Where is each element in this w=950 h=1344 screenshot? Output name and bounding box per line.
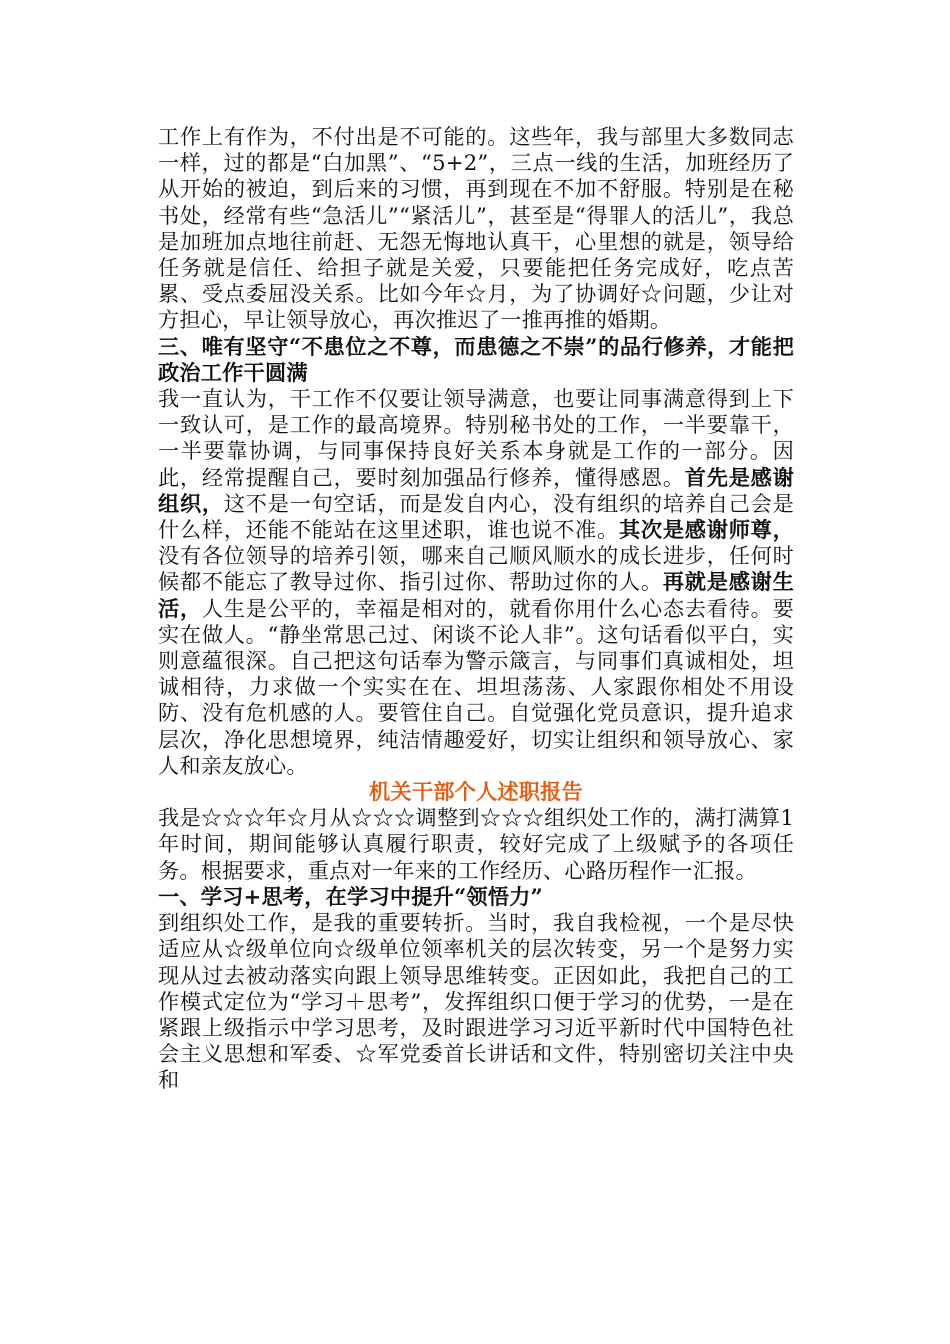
section-heading-one: 一、学习+思考，在学习中提升“领悟力” bbox=[158, 883, 543, 909]
paragraph-gratitude-mentors: 没有各位领导的培养引领，哪来自己顺风顺水的成长进步，任何时候都不能忘了教导过你、指引过你、帮助过你的人。 bbox=[158, 543, 794, 595]
thank-organization-phrase: 首先是感谢组织， bbox=[158, 464, 794, 516]
report-title: 机关干部个人述职报告 bbox=[369, 779, 583, 805]
document-page bbox=[158, 124, 794, 1094]
paragraph-gratitude-organization: 这不是一句空话，而是发自内心，没有组织的培养自己会是什么样，还能不能站在这里述职，谁也说不准。 bbox=[158, 490, 794, 543]
paragraph-study: 到组织处工作，是我的重要转折。当时，我自我检视，一个是尽快适应从☆级单位向☆级单位领率机关的层次转变，另一个是努力实现从过去被动落实向跟上领导思维转变。正因如此，我把自己的工作模式定位为“学习＋思考”，发挥组织口便于学习的优势，一是在紧跟上级指示中学习思考，及时跟进学习习近平新时代中国特色社会主义思想和军委、☆军党委首长讲话和文件，特别密切关注中央和 bbox=[158, 910, 794, 1093]
section-heading-three: 三、唯有坚守“不患位之不尊，而患德之不崇”的品行修养，才能把政治工作干圆满 bbox=[158, 333, 794, 385]
paragraph-gratitude bbox=[158, 386, 794, 779]
paragraph-gratitude-intro: 我一直认为，干工作不仅要让领导满意，也要让同事满意得到上下一致认可，是工作的最高境界。特别秘书处的工作，一半要靠干，一半要靠协调，与同事保持良好关系本身就是工作的一部分。因此，经常提醒自己，要时刻加强品行修养，懂得感恩。 bbox=[158, 386, 794, 490]
thank-mentors-phrase: 其次是感谢师尊， bbox=[618, 517, 794, 543]
paragraph-gratitude-life: 人生是公平的，幸福是相对的，就看你用什么心态去看待。要实在做人。“静坐常思己过、闲谈不论人非”。这句话看似平白，实则意蕴很深。自己把这句话奉为警示箴言，与同事们真诚相处，坦诚相待，力求做一个实实在在、坦坦荡荡、人家跟你相处不用设防、没有危机感的人。要管住自己。自觉强化党员意识，提升追求层次，净化思想境界，纯洁情趣爱好，切实让组织和领导放心、家人和亲友放心。 bbox=[158, 595, 794, 778]
paragraph-intro: 我是☆☆☆年☆月从☆☆☆调整到☆☆☆组织处工作的，满打满算1年时间，期间能够认真履行职责，较好完成了上级赋予的各项任务。根据要求，重点对一年来的工作经历、心路历程作一汇报。 bbox=[158, 805, 794, 883]
paragraph-overtime: 工作上有作为，不付出是不可能的。这些年，我与部里大多数同志一样，过的都是“白加黑”、“5+2”，三点一线的生活，加班经历了从开始的被迫，到后来的习惯，再到现在不加不舒服。特别是在秘书处，经常有些“急活儿”“紧活儿”，甚至是“得罪人的活儿”，我总是加班加点地往前赶、无怨无悔地认真干，心里想的就是，领导给任务就是信任、给担子就是关爱，只要能把任务完成好，吃点苦累、受点委屈没关系。比如今年☆月，为了协调好☆问题，少让对方担心，早让领导放心，再次推迟了一推再推的婚期。 bbox=[158, 124, 794, 333]
thank-life-phrase: 再就是感谢生活， bbox=[158, 569, 794, 621]
